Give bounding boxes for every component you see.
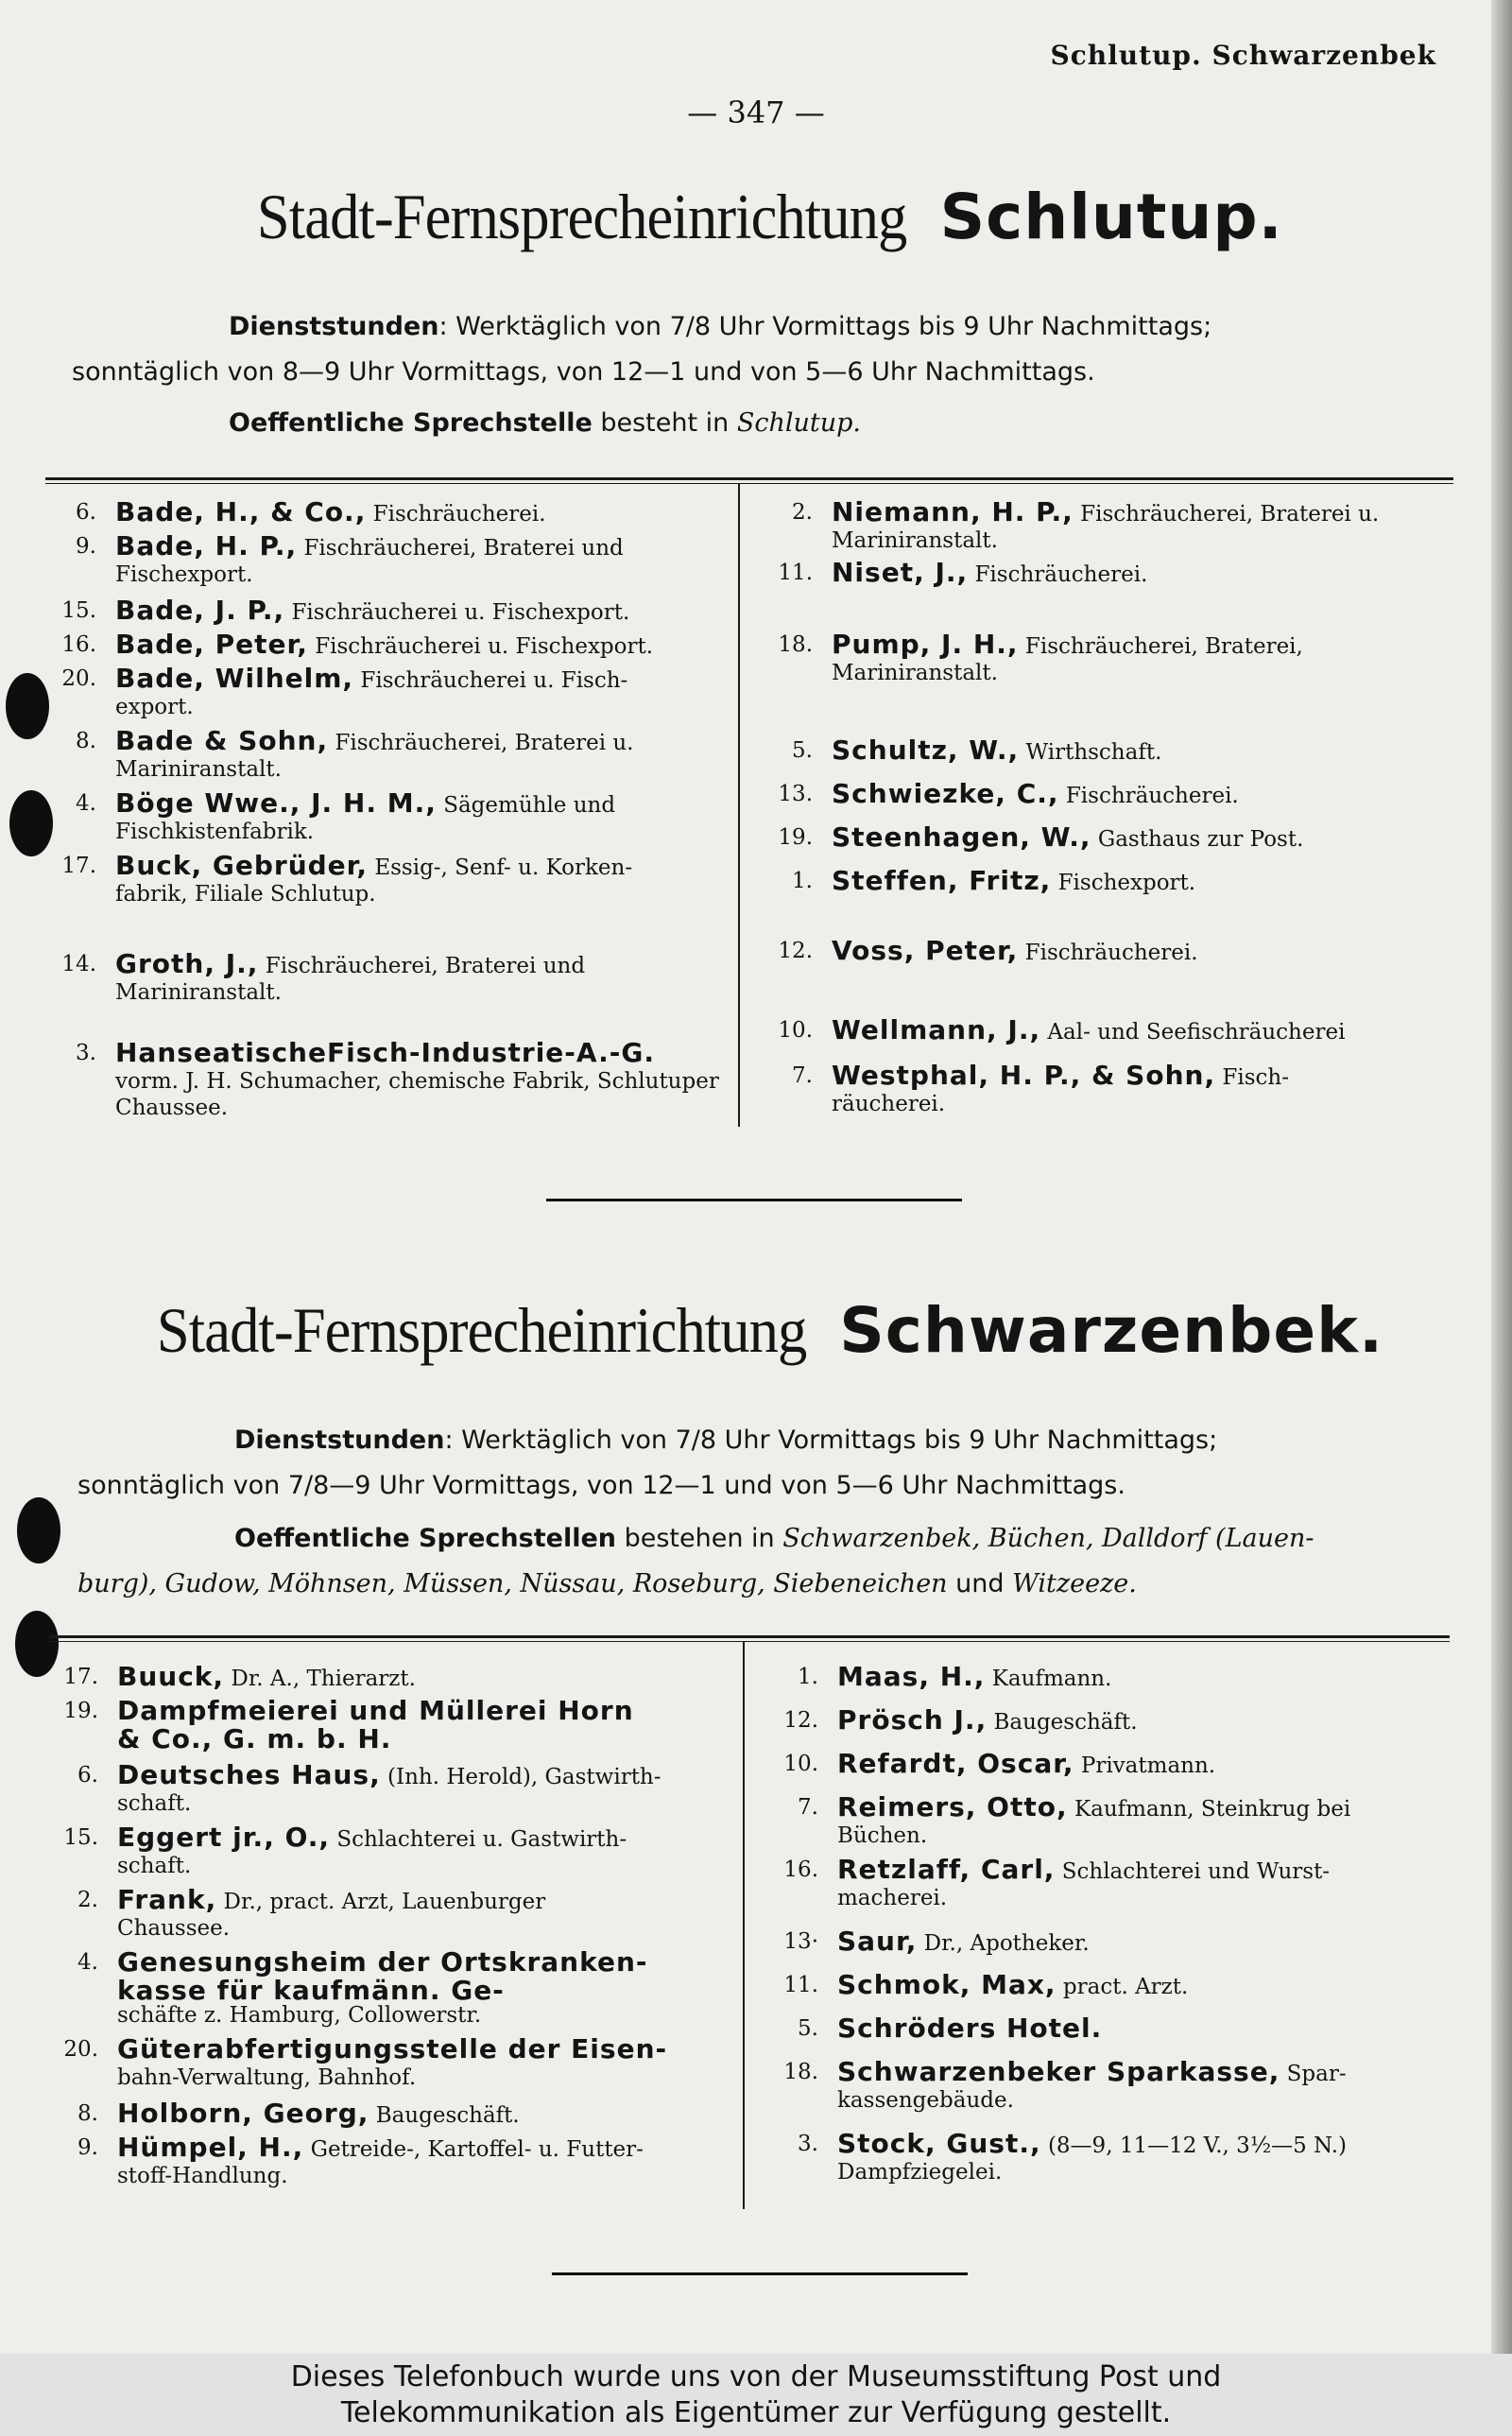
binding-hole <box>17 1497 60 1564</box>
office-places-last: Witzeeze. <box>1012 1569 1137 1598</box>
hours-text: : Werktäglich von 7/8 Uhr Vormittags bis 9 Uhr Nachmittags; <box>438 312 1212 341</box>
rule-top-thin <box>45 483 1453 484</box>
schlutup-left-column: 6. Bade, H., & Co., Fischräucherei. 9. Bade, H. P., Fischräucherei, Braterei und Fischexport. 15. Bade, J. P., Fischräucherei u. Fischexport. 16. Bade, Peter, Fischräucherei u. Fischexport. 20. Bade, Wilhelm, Fischräucherei u. Fisch- export. 8. Bade & Sohn, Fischräucherei, Braterei u. Mariniranstalt. 4. Böge Wwe., J. H. M., Sägemühle und Fischkistenfabrik. 17. Buck, Gebrüder, Essig-, Senf- u. Korken- fabrik, Filiale Schlutup. 14. Groth, J., Fischräucherei, Braterei und Mariniranstalt. 3. HanseatischeFisch-Industrie-A.-G. vorm. J. H. Schumacher, chemische Fabrik, Schlutuper Chaussee. <box>61 496 719 1120</box>
schwarzenbek-right-column: 1. Maas, H., Kaufmann. 12. Prösch J., Baugeschäft. 10. Refardt, Oscar, Privatmann. 7. Reimers, Otto, Kaufmann, Steinkrug bei Büchen. 16. Retzlaff, Carl, Schlachterei und Wurst- macherei. 13· Saur, Dr., Apotheker. 11. Schmok, Max, pract. Arzt. 5. Schröders Hotel. 18. Schwarzenbeker Sparkasse, Spar- kassengebäude. 3. Stock, Gust., (8—9, 11—12 V., 3½—5 N.) Dampfziegelei. <box>783 1661 1351 2185</box>
column-divider <box>743 1642 745 2209</box>
schlutup-right-column: 2. Niemann, H. P., Fischräucherei, Braterei u. Mariniranstalt. 11. Niset, J., Fischräucherei. 18. Pump, J. H., Fischräucherei, Braterei, Mariniranstalt. 5. Schultz, W., Wirthschaft. 13. Schwiezke, C., Fischräucherei. 19. Steenhagen, W., Gasthaus zur Post. 1. Steffen, Fritz, Fischexport. 12. Voss, Peter, Fischräucherei. 10. Wellmann, J., Aal- und Seefischräucherei 7. Westphal, H. P., & Sohn, Fisch- räucherei. <box>778 496 1380 1116</box>
office-places: Schlutup. <box>736 408 862 438</box>
section-divider <box>552 2272 968 2275</box>
service-hours-line2: sonntäglich von 8—9 Uhr Vormittags, von 12—1 und von 5—6 Uhr Nachmittags. <box>72 357 1095 387</box>
section-divider <box>546 1199 962 1201</box>
title-plain: Stadt-Fernsprecheinrichtung <box>257 181 907 252</box>
footer-notice <box>0 2354 1512 2436</box>
public-office-line <box>229 401 1457 446</box>
hours-label: Dienststunden <box>234 1425 445 1455</box>
office-places-cont: burg), Gudow, Möhnsen, Müssen, Nüssau, Roseburg, Siebeneichen <box>77 1569 948 1598</box>
service-hours-line1 <box>234 1418 1421 1463</box>
office-text: besteht in <box>600 408 730 438</box>
office-and: und <box>955 1569 1005 1598</box>
page-edge-shadow <box>1491 0 1512 2354</box>
footer-line-1: Dieses Telefonbuch wurde uns von der Museumsstiftung Post und <box>290 2360 1222 2393</box>
footer-line-2: Telekommunikation als Eigentümer zur Verfügung gestellt. <box>340 2396 1172 2429</box>
section-title-schlutup <box>0 180 1512 254</box>
schwarzenbek-left-column: 17. Buuck, Dr. A., Thierarzt. 19. Dampfmeierei und Müllerei Horn & Co., G. m. b. H. 6. Deutsches Haus, (Inh. Herold), Gastwirth- schaft. 15. Eggert jr., O., Schlachterei u. Gastwirth- schaft. 2. Frank, Dr., pract. Arzt, Lauenburger Chaussee. 4. Genesungsheim der Ortskranken- kasse für kaufmänn. Ge- schäfte z. Hamburg, Collowerstr. 20. Güterabfertigungsstelle der Eisen- bahn-Verwaltung, Bahnhof. 8. Holborn, Georg, Baugeschäft. 9. Hümpel, H., Getreide-, Kartoffel- u. Futter- stoff-Handlung. <box>63 1661 668 2188</box>
public-office-line2 <box>77 1562 1457 1607</box>
office-label: Oeffentliche Sprechstellen <box>234 1524 616 1553</box>
office-text: bestehen in <box>624 1524 775 1553</box>
rule-top <box>45 477 1453 480</box>
column-divider <box>738 484 740 1127</box>
office-places: Schwarzenbek, Büchen, Dalldorf (Lauen- <box>782 1524 1314 1553</box>
title-plain: Stadt-Fernsprecheinrichtung <box>156 1294 807 1366</box>
rule-top <box>49 1635 1450 1638</box>
page-number: — 347 — <box>687 95 825 130</box>
rule-top-thin <box>49 1641 1450 1642</box>
title-bold: Schlutup. <box>939 181 1283 253</box>
hours-label: Dienststunden <box>229 312 439 341</box>
office-label: Oeffentliche Sprechstelle <box>229 408 593 438</box>
running-head: Schlutup. Schwarzenbek <box>1050 40 1436 71</box>
service-hours-line2: sonntäglich von 7/8—9 Uhr Vormittags, von 12—1 und von 5—6 Uhr Nachmittags. <box>77 1471 1125 1500</box>
public-office-line <box>234 1516 1453 1562</box>
title-bold: Schwarzenbek. <box>839 1294 1384 1367</box>
service-hours-line1 <box>229 304 1421 350</box>
section-title-schwarzenbek <box>0 1293 1512 1368</box>
hours-text: : Werktäglich von 7/8 Uhr Vormittags bis 9 Uhr Nachmittags; <box>444 1425 1218 1455</box>
